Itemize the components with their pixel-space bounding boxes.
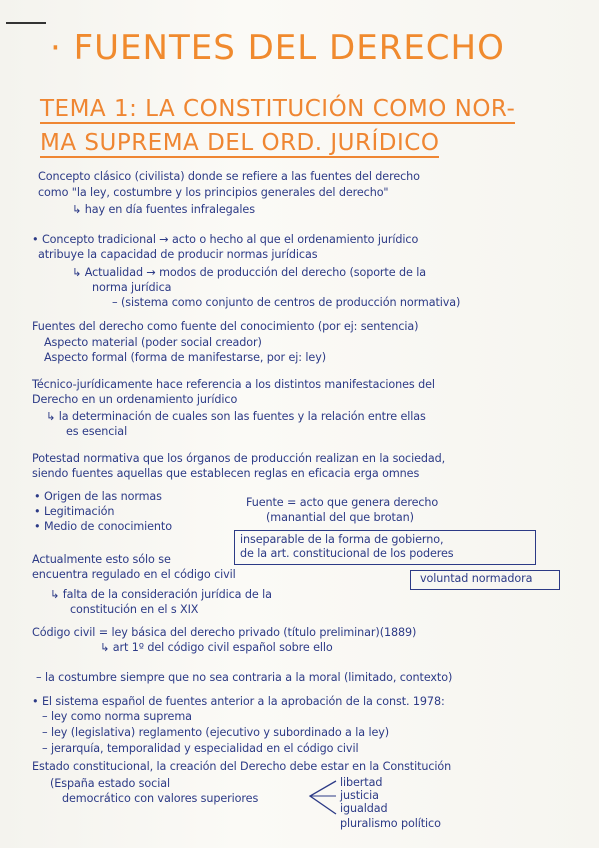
note-line: Fuentes del derecho como fuente del conocimiento (por ej: sentencia) bbox=[32, 320, 419, 333]
note-line: Fuente = acto que genera derecho bbox=[246, 496, 439, 509]
branch-arrow-icon bbox=[300, 778, 340, 818]
note-line: democrático con valores superiores bbox=[62, 792, 259, 805]
note-line: • Medio de conocimiento bbox=[34, 520, 172, 533]
note-line: siendo fuentes aquellas que establecen reglas en eficacia erga omnes bbox=[32, 467, 420, 480]
note-line: inseparable de la forma de gobierno, bbox=[240, 533, 444, 546]
note-line: – ley (legislativa) reglamento (ejecutivo y subordinado a la ley) bbox=[42, 726, 390, 739]
note-line: Potestad normativa que los órganos de producción realizan en la sociedad, bbox=[32, 452, 446, 465]
note-line: pluralismo político bbox=[340, 817, 441, 830]
note-line: de la art. constitucional de los poderes bbox=[240, 547, 454, 560]
note-line: ↳ falta de la consideración jurídica de la bbox=[50, 588, 272, 601]
note-line: ↳ art 1º del código civil español sobre ello bbox=[100, 641, 333, 654]
note-line: igualdad bbox=[340, 802, 388, 815]
note-line: norma jurídica bbox=[92, 281, 172, 294]
subtitle-line-2: MA SUPREMA DEL ORD. JURÍDICO bbox=[40, 130, 440, 156]
note-line: (manantial del que brotan) bbox=[266, 511, 414, 524]
note-line: Aspecto material (poder social creador) bbox=[44, 336, 262, 349]
note-line: justicia bbox=[340, 789, 379, 802]
note-line: ↳ la determinación de cuales son las fuentes y la relación entre ellas bbox=[46, 410, 426, 423]
note-line: libertad bbox=[340, 776, 383, 789]
note-line: Concepto clásico (civilista) donde se refiere a las fuentes del derecho bbox=[38, 170, 420, 183]
corner-mark bbox=[6, 22, 46, 24]
note-line: – (sistema como conjunto de centros de producción normativa) bbox=[112, 296, 461, 309]
note-line: • Legitimación bbox=[34, 505, 115, 518]
note-line: Código civil = ley básica del derecho privado (título preliminar)(1889) bbox=[32, 626, 417, 639]
note-line: atribuye la capacidad de producir normas jurídicas bbox=[38, 248, 318, 261]
subtitle-line-1: TEMA 1: LA CONSTITUCIÓN COMO NOR- bbox=[40, 96, 516, 122]
note-line: (España estado social bbox=[50, 777, 170, 790]
note-line: es esencial bbox=[66, 425, 128, 438]
note-line: constitución en el s XIX bbox=[70, 603, 199, 616]
note-line: encuentra regulado en el código civil bbox=[32, 568, 236, 581]
note-line: Derecho en un ordenamiento jurídico bbox=[32, 393, 238, 406]
page-title: · FUENTES DEL DERECHO bbox=[50, 28, 505, 68]
note-line: como "la ley, costumbre y los principios generales del derecho" bbox=[38, 186, 389, 199]
note-line: Aspecto formal (forma de manifestarse, por ej: ley) bbox=[44, 351, 326, 364]
note-line: voluntad normadora bbox=[420, 572, 533, 585]
note-line: – jerarquía, temporalidad y especialidad en el código civil bbox=[42, 742, 359, 755]
topic-subtitle bbox=[40, 92, 585, 160]
note-line: • Concepto tradicional → acto o hecho al que el ordenamiento jurídico bbox=[32, 233, 419, 246]
note-line: • El sistema español de fuentes anterior a la aprobación de la const. 1978: bbox=[32, 695, 445, 708]
note-line: ↳ Actualidad → modos de producción del derecho (soporte de la bbox=[72, 266, 426, 279]
note-line: • Origen de las normas bbox=[34, 490, 162, 503]
note-line: Técnico-jurídicamente hace referencia a los distintos manifestaciones del bbox=[32, 378, 435, 391]
note-line: Actualmente esto sólo se bbox=[32, 553, 171, 566]
note-line: – ley como norma suprema bbox=[42, 710, 192, 723]
note-line: ↳ hay en día fuentes infralegales bbox=[72, 203, 255, 216]
note-line: – la costumbre siempre que no sea contraria a la moral (limitado, contexto) bbox=[36, 671, 453, 684]
note-line: Estado constitucional, la creación del Derecho debe estar en la Constitución bbox=[32, 760, 452, 773]
